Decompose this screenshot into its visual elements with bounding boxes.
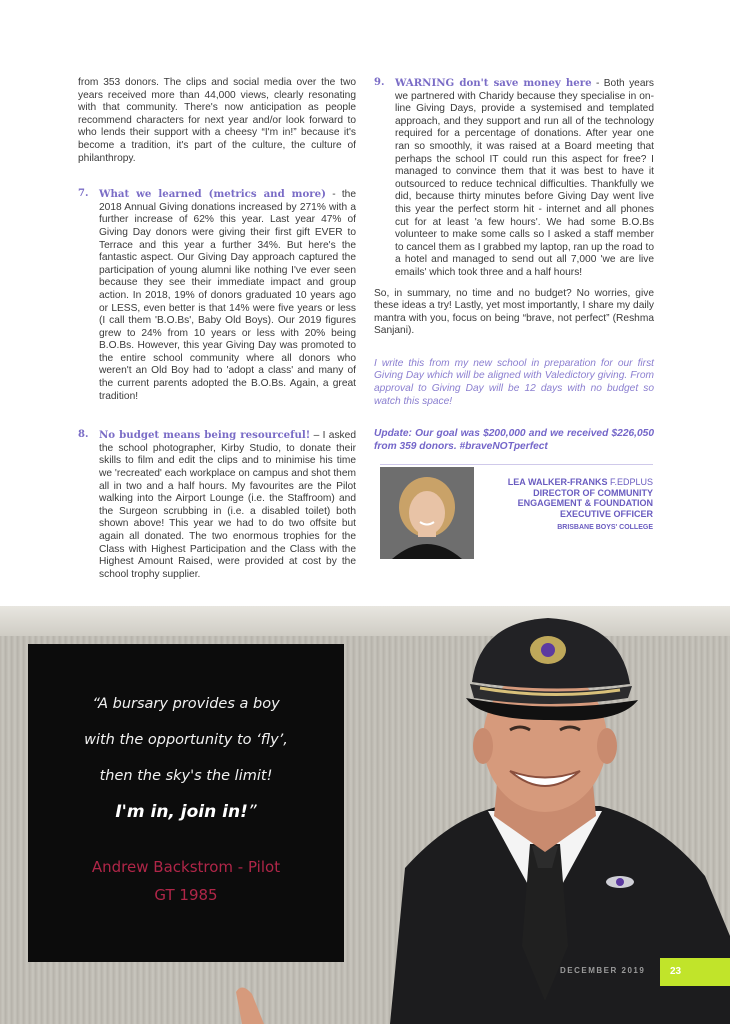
author-credit	[483, 477, 653, 534]
quote-close-mark: ”	[247, 802, 257, 822]
item-text: - the 2018 Annual Giving donations increased by 271% with a further increase of 62% this year. Last year 47% of Giving Day donors were giving their first gift EVER to Terrace and this year a further 34%. But here's the fantastic aspect. Our Giving Day approach captured the participation of young alumni like nothing I've ever seen because they see their immediate impact and group action. In 2018, 19% of donors graduated 10 years ago or LESS, even better is that 14% were five years or less (I call them 'B.O.Bs', Baby Old Boys). Our 2019 figures grew to 24% from 10 years or less with 20% being B.O.Bs. However, this year Giving Day was promoted to the entire school community where all donors who weren't an Old Boy had to 'adopt a class' and many of the current parents adopted the B.O.Bs. Again, a great tradition!	[99, 189, 357, 402]
page-number: 23	[660, 958, 730, 986]
author-role-2: ENGAGEMENT & FOUNDATION	[517, 498, 653, 508]
item-text: – I asked the school photographer, Kirby Studio, to donate their skills to film and edit the clips and to minimise his time we 'recreated' each workplace on campus and shot them all in two and a half hours. My favourites are the Pilot walking into the Airport Lounge (i.e. the Staffroom) and the Surgeon scrubbing in (i.e. a disabled toilet) both shown above! This year we had to do two offsite but again all donated. The two enormous trophies for the Class with Highest Participation and the Class with the Highest Amount Raised, were provided at cost by the school trophy supplier.	[99, 430, 356, 580]
author-portrait-icon	[380, 467, 474, 559]
footer-date: DECEMBER 2019	[560, 966, 646, 975]
item-number: 9.	[374, 77, 385, 88]
update-paragraph: Update: Our goal was $200,000 and we received $226,050 from 359 donors. #braveNOTperfect	[374, 428, 654, 452]
quote-line-4	[28, 802, 344, 822]
quote-box	[28, 644, 344, 962]
quote-emphasis: I'm in, join in!	[115, 802, 248, 822]
author-name-line	[483, 477, 653, 488]
quote-attribution-1: Andrew Backstrom - Pilot	[91, 858, 281, 876]
item-body	[99, 188, 356, 403]
author-note: I write this from my new school in preparation for our first Giving Day which will be aligned with Valedictory giving. From approval to Giving Day will be 12 days with no budget so watch this space!	[374, 357, 654, 407]
list-item-7	[78, 188, 356, 403]
hand-icon	[232, 978, 280, 1024]
author-name: LEA WALKER-FRANKS	[507, 477, 608, 487]
quote-line-2: with the opportunity to ‘fly’,	[84, 732, 288, 748]
item-text: - Both years we partnered with Charidy because they specialise in on-line Giving Days, provide a systemised and templated approach, and they support and run all of the technology required for a percentage of donations. After year one ran so smoothly, it was raised at a Board meeting that perhaps the school IT could run this aspect for free? I managed to convince them that it was best to have it outsourced to reduce technical difficulties. Thankfully we did, because thirty minutes before Giving Day went live this year the perfect storm hit - internet and all phones cut for at least 'a few hours'. We had some B.O.Bs volunteer to make some calls so I asked a staff member to cancel them as I grabbed my laptop, ran up the road to a hotel and managed to send out all 7,000 'we are live emails' which took three and a half hours!	[395, 78, 654, 278]
item-heading: WARNING don't save money here	[395, 77, 592, 89]
intro-paragraph: from 353 donors. The clips and social media over the two years received more than 44,000 views, clearly resonating with that community. There's now anticipation as people recommend characters for next year and/or look forward to who lends their support with a cheesy “I'm in!” because it's become a tradition, it's part of the culture, the culture of philanthropy.	[78, 77, 356, 164]
pilot-photo-section	[0, 606, 730, 1024]
item-body	[395, 77, 654, 280]
summary-paragraph: So, in summary, no time and no budget? No worries, give these ideas a try! Lastly, yet most importantly, I share my daily mantra with you, focus on being “brave, not perfect” (Reshma Sanjani).	[374, 287, 654, 337]
author-box	[380, 464, 653, 560]
item-body	[99, 429, 356, 581]
item-heading: No budget means being resourceful!	[99, 429, 311, 442]
author-postnominal: F.EDPLUS	[609, 477, 653, 487]
item-number: 8.	[78, 429, 89, 441]
item-heading: What we learned (metrics and more)	[99, 188, 326, 201]
left-column	[78, 77, 356, 581]
right-column	[374, 77, 654, 453]
quote-attribution-2: GT 1985	[154, 886, 218, 904]
author-role-1: DIRECTOR OF COMMUNITY	[533, 487, 653, 498]
item-number: 7.	[78, 188, 89, 200]
quote-line-3: then the sky's the limit!	[99, 768, 273, 784]
author-role-3: EXECUTIVE OFFICER	[559, 508, 653, 519]
author-photo	[380, 467, 474, 559]
list-item-9	[374, 77, 654, 280]
author-school: BRISBANE BOYS' COLLEGE	[557, 524, 653, 531]
list-item-8	[78, 429, 356, 581]
quote-line-1: “A bursary provides a boy	[92, 696, 280, 712]
